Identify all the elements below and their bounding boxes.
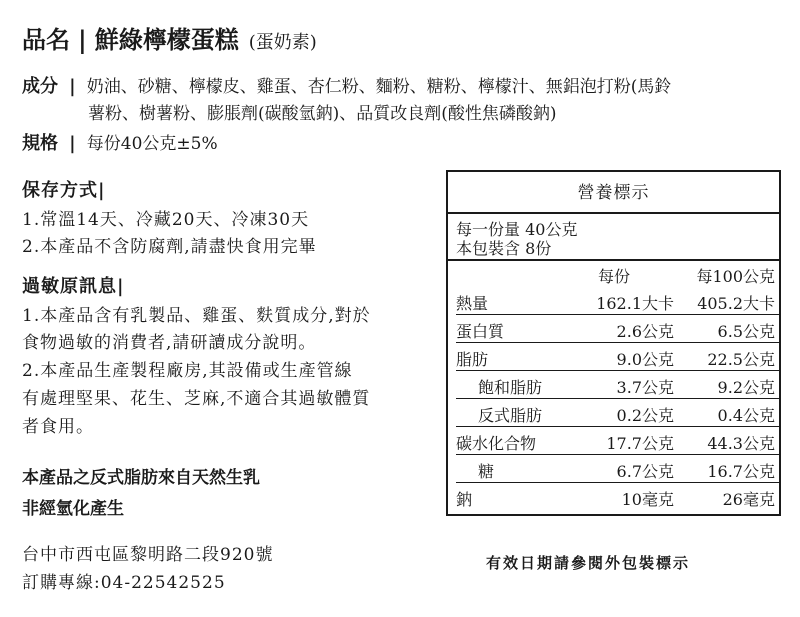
storage-line: 1.常溫14天、冷藏20天、冷凍30天 <box>22 210 310 230</box>
nutrient-name: 蛋白質 <box>456 322 505 341</box>
separator-bar: | <box>69 76 76 97</box>
nutrition-row <box>448 428 779 455</box>
per-serving-value: 3.7公克 <box>616 378 674 397</box>
col-head-per-serving: 每份 <box>598 267 631 286</box>
nutrition-row <box>448 484 779 511</box>
trans-fat-note: 本產品之反式脂肪來自天然生乳 <box>22 468 260 488</box>
per-100g-value: 22.5公克 <box>707 350 775 369</box>
table-divider <box>448 259 779 261</box>
nutrition-row <box>448 372 779 399</box>
row-rule <box>456 342 779 343</box>
row-rule <box>456 398 779 399</box>
nutrient-name: 反式脂肪 <box>478 406 543 425</box>
nutrient-name: 糖 <box>478 462 495 481</box>
diet-type: (蛋奶素) <box>248 32 317 53</box>
per-serving-value: 17.7公克 <box>606 434 674 453</box>
nutrition-row <box>448 456 779 483</box>
row-rule <box>456 482 779 483</box>
nutrient-name: 碳水化合物 <box>456 434 537 453</box>
trans-fat-note: 非經氫化產生 <box>22 499 124 519</box>
row-rule <box>456 454 779 455</box>
nutrient-name: 飽和脂肪 <box>478 378 543 397</box>
address: 台中市西屯區黎明路二段920號 <box>22 545 274 565</box>
allergen-line: 2.本產品生產製程廠房,其設備或生產管線 <box>22 361 353 381</box>
per-serving-value: 9.0公克 <box>616 350 674 369</box>
nutrition-title: 營養標示 <box>448 172 779 214</box>
allergen-line: 食物過敏的消費者,請研讀成分說明。 <box>22 333 317 353</box>
row-rule <box>456 426 779 427</box>
per-100g-value: 6.5公克 <box>717 322 775 341</box>
serving-size: 每一份量 40公克 <box>456 220 578 239</box>
per-serving-value: 10毫克 <box>621 490 674 509</box>
nutrition-row <box>448 288 779 315</box>
ingredients-label: 成分 <box>22 76 58 97</box>
per-serving-value: 6.7公克 <box>616 462 674 481</box>
per-100g-value: 44.3公克 <box>707 434 775 453</box>
col-head-per-100g: 每100公克 <box>696 267 775 286</box>
product-name-label: 品名 <box>22 25 70 54</box>
nutrition-table <box>446 170 781 516</box>
row-rule <box>456 314 779 315</box>
allergen-line: 有處理堅果、花生、芝麻,不適合其過敏體質 <box>22 389 371 409</box>
nutrient-name: 熱量 <box>456 294 489 313</box>
nutrition-row <box>448 316 779 343</box>
row-rule <box>456 370 779 371</box>
servings-per-pack: 本包裝含 8份 <box>456 239 552 258</box>
nutrient-name: 脂肪 <box>456 350 489 369</box>
per-100g-value: 9.2公克 <box>717 378 775 397</box>
per-serving-value: 0.2公克 <box>616 406 674 425</box>
allergen-line: 者食用。 <box>22 417 94 437</box>
nutrition-row <box>448 400 779 427</box>
per-100g-value: 26毫克 <box>722 490 775 509</box>
spec-label: 規格 <box>22 133 58 154</box>
expiry-note: 有效日期請參閱外包裝標示 <box>486 554 691 572</box>
storage-line: 2.本產品不含防腐劑,請盡快食用完畢 <box>22 237 317 257</box>
ingredients-line-1 <box>22 72 671 98</box>
ingredients-text-1: 奶油、砂糖、檸檬皮、雞蛋、杏仁粉、麵粉、糖粉、檸檬汁、無鋁泡打粉(馬鈴 <box>86 77 672 97</box>
per-100g-value: 0.4公克 <box>717 406 775 425</box>
storage-heading: 保存方式| <box>22 180 106 201</box>
separator-bar: | <box>78 25 87 54</box>
separator-bar: | <box>69 133 76 154</box>
per-serving-value: 162.1大卡 <box>596 294 674 313</box>
per-serving-value: 2.6公克 <box>616 322 674 341</box>
spec-line <box>22 129 218 155</box>
product-name: 鮮綠檸檬蛋糕 <box>94 25 239 54</box>
allergen-heading: 過敏原訊息| <box>22 276 125 297</box>
spec-value: 每份40公克±5% <box>86 134 218 154</box>
nutrient-name: 鈉 <box>456 490 473 509</box>
per-100g-value: 405.2大卡 <box>697 294 775 313</box>
phone: 訂購專線:04-22542525 <box>22 573 226 593</box>
allergen-line: 1.本產品含有乳製品、雞蛋、麩質成分,對於 <box>22 306 371 326</box>
nutrition-row <box>448 344 779 371</box>
product-name-line <box>22 20 317 56</box>
ingredients-text-2: 薯粉、樹薯粉、膨脹劑(碳酸氫鈉)、品質改良劑(酸性焦磷酸鈉) <box>88 104 557 124</box>
per-100g-value: 16.7公克 <box>707 462 775 481</box>
